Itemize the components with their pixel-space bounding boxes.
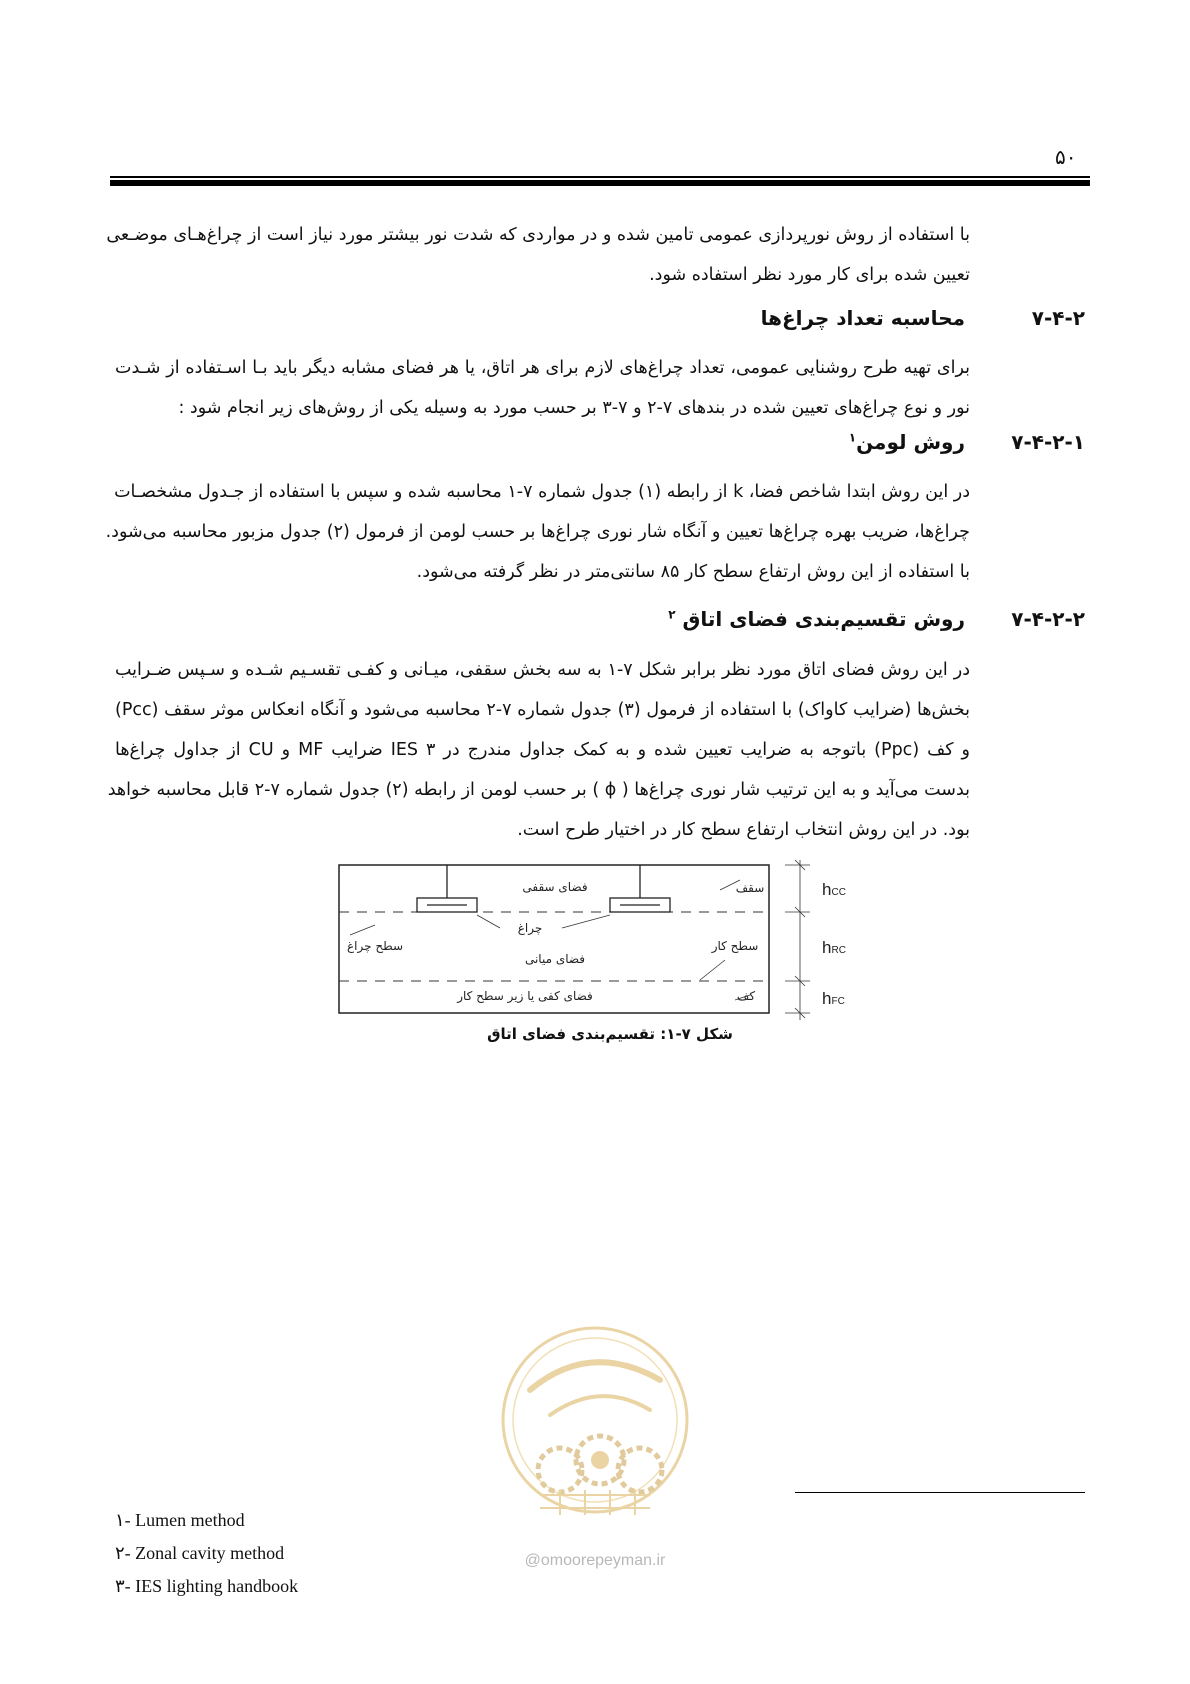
- subsection-title: [668, 607, 965, 631]
- subsection-number: ۷-۴-۲-۱: [1011, 430, 1085, 454]
- leader-lamp-left: [477, 915, 500, 928]
- footnote-3: ۳- IES lighting handbook: [115, 1576, 299, 1596]
- header-rule-thin: [110, 176, 1090, 178]
- label-hrc: hRC: [822, 938, 846, 957]
- footnote-mark: ۲: [668, 607, 676, 622]
- label-ceiling-space: فضای سقفی: [522, 880, 588, 894]
- label-lamp: چراغ: [517, 921, 543, 935]
- label-hfc: hFC: [822, 989, 845, 1008]
- label-work-plane: سطح کار: [711, 939, 759, 953]
- label-hcc: hCC: [822, 880, 846, 899]
- footnote-mark: ۱: [848, 430, 857, 445]
- text-line: بدست می‌آید و به این ترتیب شار نوری چراغ‌ها ( ϕ ) بر حسب لومن از رابطه (۲) جدول شماره ۷-۲ قابل محاسبه خواهد: [107, 780, 970, 800]
- label-ceiling: سقف: [735, 881, 765, 895]
- label-floor-space: فضای کفی یا زیر سطح کار: [457, 989, 593, 1003]
- subsection-title: [849, 430, 965, 454]
- intro-paragraph: [106, 215, 970, 295]
- footnote-rule: [795, 1492, 1085, 1493]
- label-floor: کف: [736, 989, 756, 1003]
- text-line: بود. در این روش انتخاب ارتفاع سطح کار در اختیار طرح است.: [517, 820, 970, 840]
- text-line: با استفاده از روش نورپردازی عمومی تامین شده و در مواردی که شدت نور بیشتر مورد نیاز است از چراغ‌هـای موضـعی: [106, 225, 970, 245]
- text-line: تعیین شده برای کار مورد نظر استفاده شود.: [649, 265, 970, 285]
- leader-lamp-plane: [350, 925, 375, 935]
- watermark-logo: [490, 1320, 700, 1550]
- room-zones-figure: [330, 860, 870, 1020]
- text-line: در این روش ابتدا شاخص فضا، k از رابطه (۱) جدول شماره ۷-۱ محاسبه شده و سپس با استفاده از جـدول مشخصـات: [114, 482, 970, 502]
- text-line: چراغ‌ها، ضریب بهره چراغ‌ها تعیین و آنگاه شار نوری چراغ‌ها بر حسب لومن از فرمول (۲) جدول مزبور محاسبه می‌شود.: [105, 522, 970, 542]
- subsection-title-text: روش تقسیم‌بندی فضای اتاق: [682, 607, 965, 631]
- subsection-paragraph: [105, 472, 970, 592]
- text-line: بخش‌ها (ضرایب کاواک) با استفاده از فرمول (۳) جدول شماره ۷-۲ محاسبه می‌شود و آنگاه انعکاس موثر سقف (Pcc): [115, 700, 971, 720]
- text-line: برای تهیه طرح روشنایی عمومی، تعداد چراغ‌های لازم برای هر اتاق، یا هر فضای مشابه دیگر باید بـا اسـتفاده از شـدت: [115, 358, 970, 378]
- footnote-2: ۲- Zonal cavity method: [115, 1543, 285, 1563]
- watermark-url: @omoorepeyman.ir: [524, 1552, 666, 1569]
- subsection-paragraph: [107, 650, 971, 850]
- text-line: نور و نوع چراغ‌های تعیین شده در بندهای ۷-۲ و ۷-۳ بر حسب مورد به وسیله یکی از روش‌های زیر انجام شود :: [178, 398, 970, 418]
- leader-work-plane: [700, 960, 725, 980]
- section-number: ۷-۴-۲: [1031, 306, 1085, 330]
- page-number: ۵۰: [1055, 145, 1077, 169]
- section-paragraph: [115, 348, 970, 428]
- label-lamp-plane: سطح چراغ: [347, 939, 403, 953]
- text-line: با استفاده از این روش ارتفاع سطح کار ۸۵ سانتی‌متر در نظر گرفته می‌شود.: [416, 562, 970, 582]
- leader-lamp-right: [562, 915, 610, 928]
- text-line: در این روش فضای اتاق مورد نظر برابر شکل ۷-۱ به سه بخش سقفی، میـانی و کفـی تقسـیم شـده و سـپس ضـرایب: [115, 660, 970, 680]
- subsection-title-text: روش لومن: [856, 430, 965, 454]
- subsection-number: ۷-۴-۲-۲: [1011, 607, 1085, 631]
- label-middle-space: فضای میانی: [524, 952, 586, 966]
- section-title: محاسبه تعداد چراغ‌ها: [760, 306, 965, 330]
- figure-caption: شکل ۷-۱: تقسیم‌بندی فضای اتاق: [487, 1025, 733, 1043]
- text-line: و کف (Ppc) باتوجه به ضرایب تعیین شده و به کمک جداول مندرج در IES ۳ ضرایب MF و CU از جداول چراغ‌ها: [115, 740, 971, 760]
- header-rule-thick: [110, 180, 1090, 186]
- footnote-1: ۱- Lumen method: [115, 1510, 245, 1530]
